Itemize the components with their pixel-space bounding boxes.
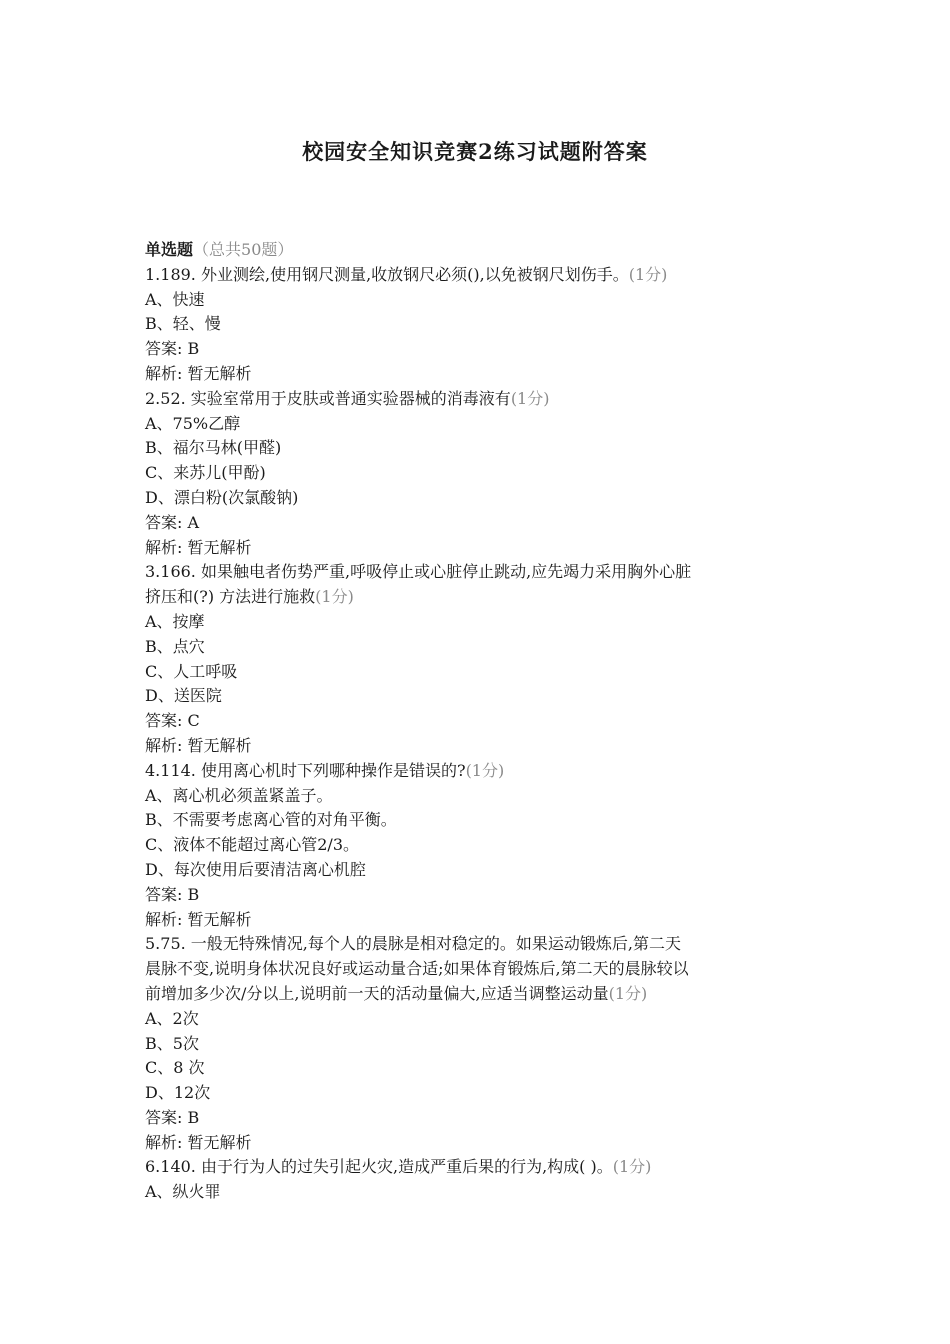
question-text-line: [145, 1155, 815, 1180]
answer-analysis: 解析: 暂无解析: [145, 909, 252, 929]
document-body: [145, 238, 815, 1205]
answer-option: B、不需要考虑离心管的对角平衡。: [145, 810, 397, 830]
question-score: (1分): [612, 1157, 652, 1177]
answer-option: A、2次: [145, 1008, 199, 1028]
question-text: 6.140. 由于行为人的过失引起火灾,造成严重后果的行为,构成( )。: [145, 1157, 613, 1177]
question-text: 1.189. 外业测绘,使用钢尺测量,收放钢尺必须(),以免被钢尺划伤手。: [145, 264, 629, 284]
question-score: (1分): [315, 587, 354, 607]
question-text-line: [145, 387, 815, 412]
answer-key: 答案: C: [145, 711, 200, 731]
question-text: 晨脉不变,说明身体状况良好或运动量合适;如果体育锻炼后,第二天的晨脉较以: [145, 959, 689, 979]
question-block: [145, 1155, 815, 1205]
answer-option: C、人工呼吸: [145, 661, 238, 681]
question-text-line: [145, 585, 815, 610]
question-text-line: [145, 932, 815, 957]
question-text: 挤压和(?) 方法进行施救: [145, 587, 316, 607]
answer-option: C、8 次: [145, 1058, 205, 1078]
answer-option: B、5次: [145, 1033, 199, 1053]
answer-key: 答案: B: [145, 339, 200, 359]
answer-option: A、75%乙醇: [145, 413, 241, 433]
question-block: [145, 263, 815, 387]
question-block: [145, 387, 815, 561]
answer-option: A、快速: [145, 289, 205, 309]
answer-analysis: 解析: 暂无解析: [145, 363, 252, 383]
answer-option: D、送医院: [145, 686, 222, 706]
document-title: 校园安全知识竞赛2练习试题附答案: [302, 139, 648, 164]
question-text: 4.114. 使用离心机时下列哪种操作是错误的?: [145, 760, 466, 780]
question-text-line: [145, 982, 815, 1007]
question-text-line: [145, 560, 815, 585]
answer-key: 答案: B: [145, 884, 200, 904]
question-text: 前增加多少次/分以上,说明前一天的活动量偏大,应适当调整运动量: [145, 983, 609, 1003]
answer-option: B、点穴: [145, 636, 205, 656]
answer-option: C、来苏儿(甲酚): [145, 463, 266, 483]
question-score: (1分): [628, 264, 668, 284]
question-block: [145, 932, 815, 1155]
answer-analysis: 解析: 暂无解析: [145, 1132, 252, 1152]
answer-analysis: 解析: 暂无解析: [145, 537, 252, 557]
section-title: 单选题: [145, 240, 194, 259]
answer-key: 答案: B: [145, 1107, 200, 1127]
answer-option: A、按摩: [145, 611, 205, 631]
question-score: (1分): [608, 983, 648, 1003]
answer-option: D、12次: [145, 1083, 211, 1103]
answer-option: A、离心机必须盖紧盖子。: [145, 785, 333, 805]
question-text: 3.166. 如果触电者伤势严重,呼吸停止或心脏停止跳动,应先竭力采用胸外心脏: [145, 562, 692, 582]
question-text-line: [145, 759, 815, 784]
question-block: [145, 560, 815, 758]
answer-option: B、轻、慢: [145, 314, 221, 334]
answer-key: 答案: A: [145, 512, 200, 532]
answer-option: D、漂白粉(次氯酸钠): [145, 487, 299, 507]
section-heading: [145, 238, 815, 263]
question-text-line: [145, 957, 815, 982]
answer-option: D、每次使用后要清洁离心机腔: [145, 859, 366, 879]
question-text: 2.52. 实验室常用于皮肤或普通实验器械的消毒液有: [145, 388, 511, 408]
answer-option: A、纵火罪: [145, 1182, 221, 1202]
question-score: (1分): [510, 388, 550, 408]
question-text-line: [145, 263, 815, 288]
section-note: （总共50题）: [193, 240, 294, 259]
answer-analysis: 解析: 暂无解析: [145, 735, 252, 755]
answer-option: C、液体不能超过离心管2/3。: [145, 835, 359, 855]
question-score: (1分): [465, 760, 505, 780]
question-text: 5.75. 一般无特殊情况,每个人的晨脉是相对稳定的。如果运动锻炼后,第二天: [145, 934, 681, 954]
answer-option: B、福尔马林(甲醛): [145, 438, 282, 458]
question-block: [145, 759, 815, 933]
